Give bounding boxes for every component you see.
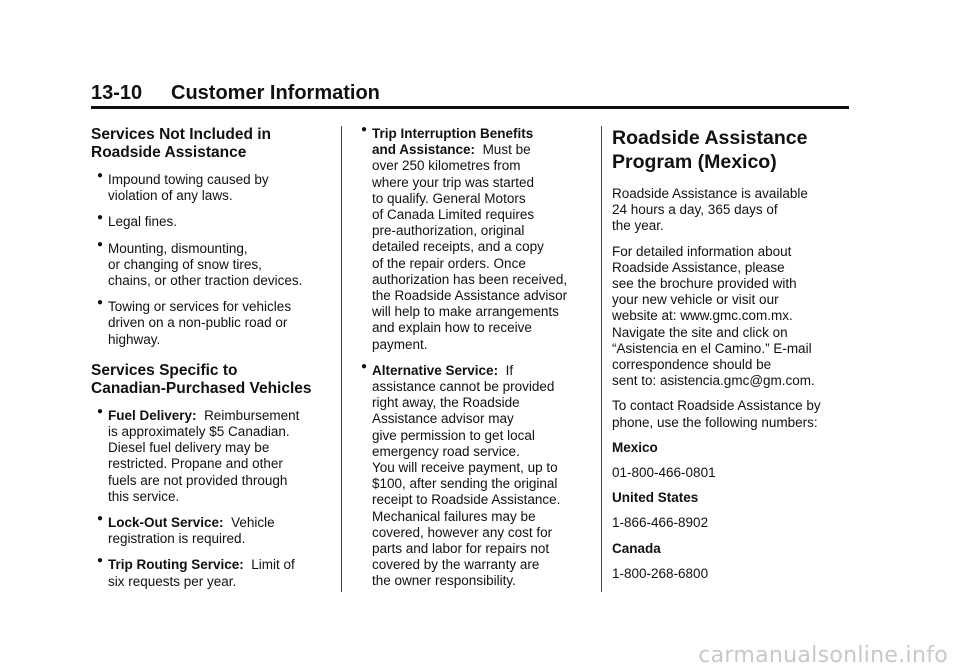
bullet-icon: ● bbox=[97, 513, 104, 525]
list-item: ● Trip Routing Service: Limit of six requests per year. bbox=[97, 555, 295, 589]
bullet-icon: ● bbox=[97, 405, 104, 417]
section-title: Customer Information bbox=[171, 82, 380, 104]
list-canadian-services-continued bbox=[355, 126, 593, 590]
page-header bbox=[91, 80, 849, 109]
heading-services-not-included: Services Not Included in Roadside Assistance bbox=[91, 126, 272, 161]
bullet-icon: ● bbox=[361, 360, 368, 372]
page-number: 13-10 bbox=[91, 82, 143, 104]
column-1 bbox=[91, 126, 331, 590]
bullet-icon: ● bbox=[361, 124, 368, 135]
heading-canadian-services: Services Specific to Canadian-Purchased Vehicles bbox=[91, 361, 312, 397]
bullet-icon: ● bbox=[97, 238, 104, 250]
column-3 bbox=[612, 126, 862, 591]
column-divider-2 bbox=[601, 126, 602, 592]
list-item: ● Towing or services for vehicles driven on a non-public road or highway. bbox=[97, 297, 292, 347]
paragraph-availability: Roadside Assistance is available 24 hours a day, 365 days of the year. bbox=[612, 186, 808, 234]
contact-number-mexico: 01-800-466-0801 bbox=[612, 465, 716, 481]
list-item: ● Trip Interruption Benefits and Assistance: Must be over 250 kilometres from where your trip was started to qualify. General Motors of Canada Limited requires pre-authorization, original detailed receipts, and a copy of the repair orders. Once authorization has been received, the Roadside Assistance advisor will help to make arrangements and explain how to receive payment. bbox=[361, 124, 568, 352]
list-item: ● Lock-Out Service: Vehicle registration is required. bbox=[97, 513, 275, 547]
contact-number-canada: 1-800-268-6800 bbox=[612, 565, 709, 581]
watermark: carmanualsonline.info bbox=[698, 643, 948, 668]
list-item: ● Alternative Service: If assistance cannot be provided right away, the Roadside Assistance advisor may give permission to get local emergency road service. You will receive payment, up to $100, after sending the original receipt to Roadside Assistance. Mechanical failures may be covered, however any cost for parts and labor for repairs not covered by the warranty are the owner responsibility. bbox=[361, 360, 561, 589]
bullet-icon: ● bbox=[97, 212, 104, 224]
bullet-icon: ● bbox=[97, 297, 104, 309]
bullet-icon: ● bbox=[97, 555, 104, 567]
contact-label-united-states: United States bbox=[612, 490, 699, 506]
list-item: ● Impound towing caused by violation of any laws. bbox=[97, 170, 269, 204]
paragraph-contact: To contact Roadside Assistance by phone, use the following numbers: bbox=[612, 398, 821, 430]
list-item: ● Fuel Delivery: Reimbursement is approximately $5 Canadian. Diesel fuel delivery may be restricted. Propane and other fuels are not provided through this service. bbox=[97, 405, 300, 504]
contact-number-united-states: 1-866-466-8902 bbox=[612, 515, 709, 531]
contact-label-canada: Canada bbox=[612, 540, 661, 556]
column-divider-1 bbox=[341, 126, 342, 592]
paragraph-details: For detailed information about Roadside Assistance, please see the brochure provided with your new vehicle or visit our website at: www.gmc.com.mx. Navigate the site and click on “Asistencia en el Camino.” E-mail correspondence should be sent to: asistencia.gmc@gm.com. bbox=[612, 243, 815, 389]
heading-mexico-program: Roadside Assistance Program (Mexico) bbox=[612, 127, 808, 173]
column-2 bbox=[355, 126, 593, 590]
list-item: ● Legal fines. bbox=[97, 212, 178, 230]
contact-label-mexico: Mexico bbox=[612, 439, 658, 455]
list-canadian-services bbox=[91, 405, 331, 590]
list-not-included bbox=[91, 172, 331, 348]
list-item: ● Mounting, dismounting, or changing of snow tires, chains, or other traction devices. bbox=[97, 238, 303, 289]
bullet-icon: ● bbox=[97, 170, 104, 181]
